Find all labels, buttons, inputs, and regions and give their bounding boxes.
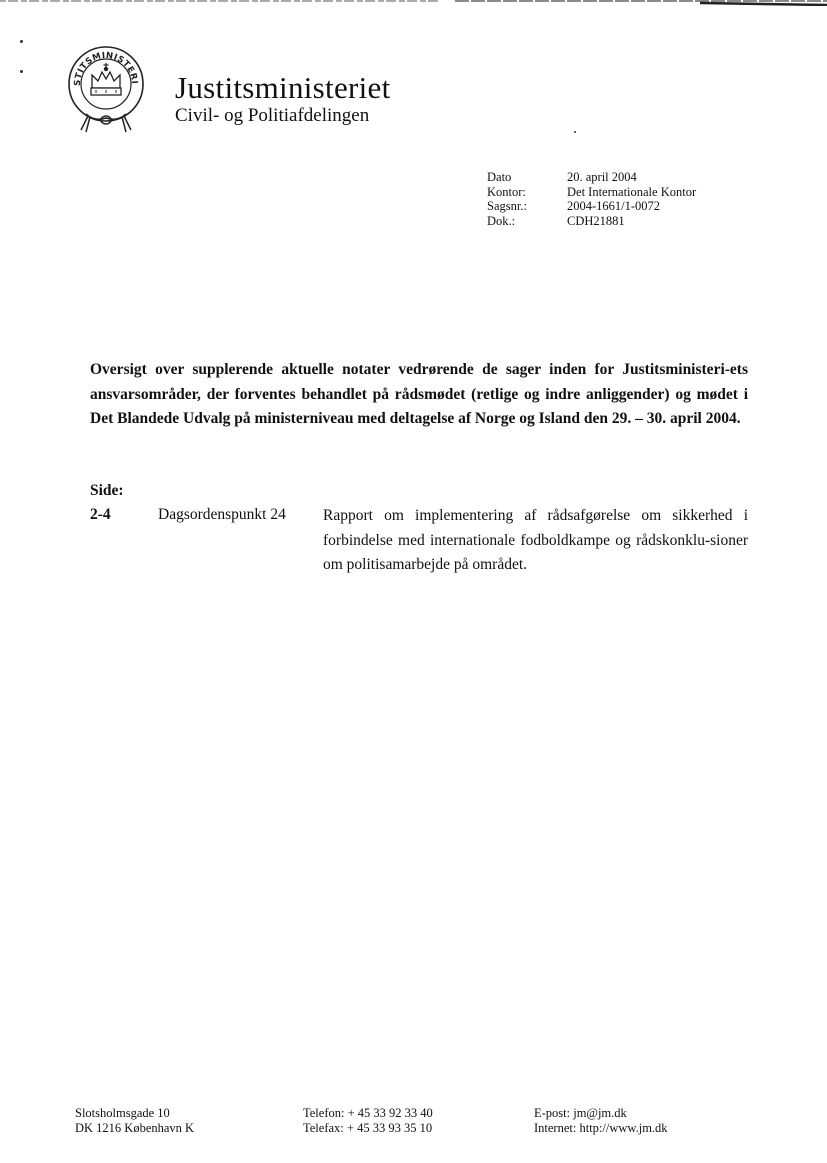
footer-fax: Telefax: + 45 33 93 35 10 bbox=[303, 1120, 433, 1135]
item-description: Rapport om implementering af rådsafgørelse om sikkerhed i forbindelse med internationale fodboldkampe og rådskonklu-sioner om politisamarbejde på området. bbox=[323, 507, 748, 573]
department-name: Civil- og Politiafdelingen bbox=[175, 105, 370, 126]
item-agenda-point: Dagsordenspunkt 24 bbox=[158, 506, 286, 523]
pages-heading: Side: bbox=[90, 482, 124, 499]
metadata-row-document-id bbox=[487, 214, 696, 229]
scan-speck bbox=[574, 131, 576, 133]
scan-edge-line bbox=[0, 0, 827, 6]
ministry-name: Justitsministeriet bbox=[175, 70, 391, 105]
footer-email: E-post: jm@jm.dk bbox=[534, 1106, 627, 1120]
footer-street: Slotsholmsgade 10 bbox=[75, 1106, 170, 1120]
metadata-label: Dok.: bbox=[487, 213, 516, 228]
footer-phone-block bbox=[303, 1106, 433, 1135]
royal-crown-crest-icon bbox=[66, 44, 146, 140]
document-title: Oversigt over supplerende aktuelle notater vedrørende de sager inden for Justitsministeri-ets ansvarsområder, der forventes behandlet på rådsmødet (retlige og indre anliggender) og mødet i Det Blandede Udvalg på ministerniveau med deltagelse af Norge og Island den 29. – 30. april 2004. bbox=[90, 361, 748, 427]
item-page-range: 2-4 bbox=[90, 506, 111, 523]
document-metadata bbox=[487, 170, 696, 228]
footer-phone: Telefon: + 45 33 92 33 40 bbox=[303, 1106, 433, 1120]
metadata-value: 20. april 2004 bbox=[567, 170, 637, 184]
scan-speck bbox=[20, 40, 23, 43]
footer-address bbox=[75, 1106, 194, 1135]
metadata-value: CDH21881 bbox=[567, 213, 625, 228]
metadata-value: Det Internationale Kontor bbox=[567, 184, 697, 199]
footer-internet: Internet: http://www.jm.dk bbox=[534, 1120, 668, 1135]
crest-lettering: STITSMINISTERI bbox=[72, 50, 140, 87]
scan-speck bbox=[20, 70, 23, 73]
metadata-label: Sagsnr.: bbox=[487, 199, 527, 213]
footer-postal-city: DK 1216 København K bbox=[75, 1120, 195, 1135]
footer-online-block bbox=[534, 1106, 668, 1135]
metadata-row-case-number bbox=[487, 199, 696, 214]
metadata-label: Kontor: bbox=[487, 184, 526, 199]
metadata-row-office bbox=[487, 185, 696, 200]
metadata-value: 2004-1661/1-0072 bbox=[567, 199, 661, 213]
metadata-label: Dato bbox=[487, 170, 512, 184]
metadata-row-date bbox=[487, 170, 696, 185]
